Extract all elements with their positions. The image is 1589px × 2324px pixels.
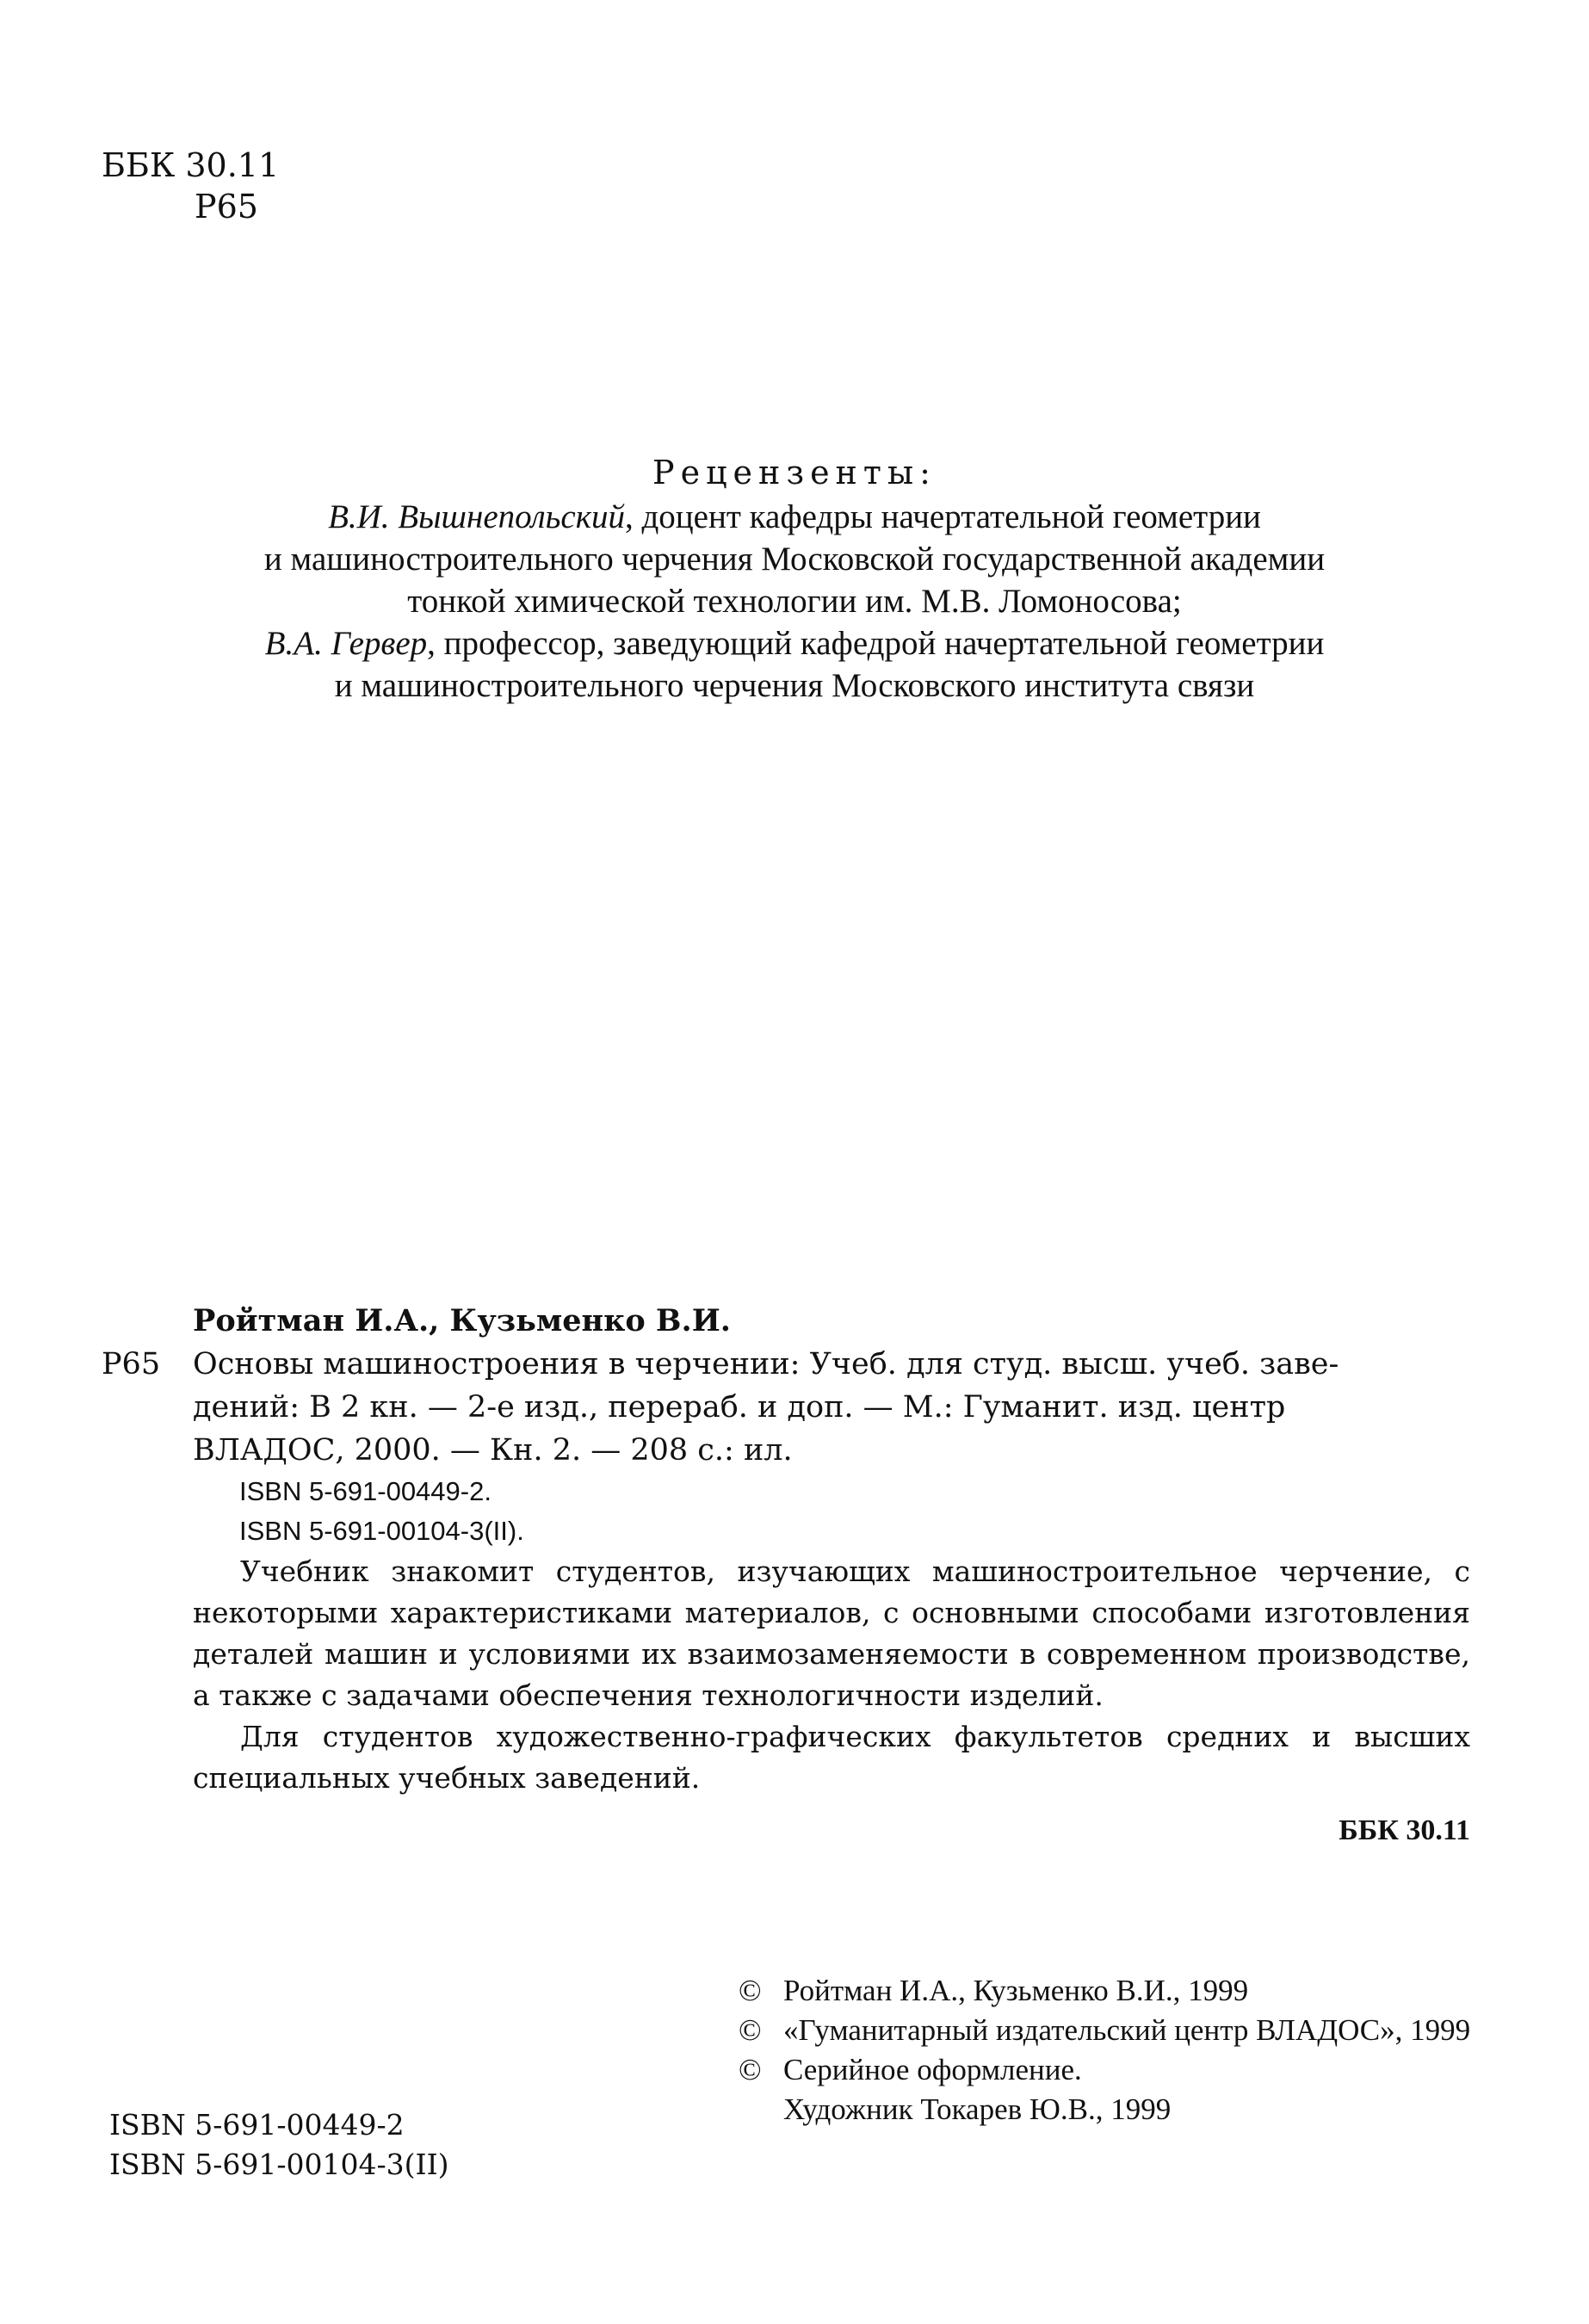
copyright-symbol: © [739, 2053, 762, 2086]
bbk-code: ББК 30.11 [102, 146, 280, 184]
copyright-item-1 [739, 1971, 1505, 2011]
catalog-isbn-2: ISBN 5-691-00104-3(II). [239, 1516, 524, 1546]
copyright-text-1: Ройтман И.А., Кузьменко В.И., 1999 [783, 1974, 1249, 2007]
reviewers-block [0, 452, 1589, 707]
reviewer-1-line-1 [0, 496, 1589, 538]
annotation-paragraph-1: Учебник знакомит студентов, изучающих машиностроительное черчение, с некоторыми характеристиками материалов, с основными способами изготовления деталей машин и условиями их взаимозаменяемости в современном производстве, а также с задачами обеспечения технологичности изделий. [193, 1554, 1470, 1712]
catalog-card [102, 1300, 1470, 1852]
copyright-text-3 [783, 2050, 1171, 2129]
catalog-description-row [102, 1343, 1470, 1386]
author-mark: Р65 [195, 188, 258, 226]
copyright-text-3-line-1: Серийное оформление. [783, 2053, 1082, 2086]
catalog-authors: Ройтман И.А., Кузьменко В.И. [193, 1303, 731, 1338]
copyright-text-3-line-2: Художник Токарев Ю.В., 1999 [783, 2092, 1172, 2126]
catalog-code: Р65 [102, 1347, 161, 1381]
reviewer-1-title: , доцент кафедры начертательной геометрии [624, 498, 1261, 535]
reviewer-2-line-2: и машиностроительного черчения Московского института связи [334, 667, 1255, 704]
reviewer-1-name: В.И. Вышнепольский [328, 498, 625, 535]
annotation-paragraph-2: Для студентов художественно-графических факультетов средних и высших специальных учебных заведений. [193, 1720, 1470, 1795]
reviewer-2-title: , профессор, заведующий кафедрой начертательной геометрии [427, 625, 1325, 662]
copyright-item-2 [739, 2011, 1505, 2050]
reviewer-2-line-1 [0, 622, 1589, 664]
reviewer-1-line-2: и машиностроительного черчения Московской государственной академии [263, 541, 1326, 578]
copyright-text-2: «Гуманитарный издательский центр ВЛАДОС», 1999 [783, 2013, 1471, 2047]
catalog-annotation [102, 1551, 1470, 1799]
catalog-description-line-2: дений: В 2 кн. — 2-е изд., перераб. и доп. — М.: Гуманит. изд. центр [193, 1390, 1286, 1425]
reviewer-2-name: В.А. Гервер [264, 625, 428, 662]
catalog-description-line-1: Основы машиностроения в черчении: Учеб. для студ. высш. учеб. заве- [193, 1347, 1339, 1381]
isbn-1: ISBN 5-691-00449-2 [109, 2108, 405, 2142]
isbn-2: ISBN 5-691-00104-3(II) [109, 2148, 449, 2181]
isbn-block [109, 2105, 449, 2185]
catalog-isbn-1: ISBN 5-691-00449-2. [239, 1476, 492, 1506]
copyright-item-3 [739, 2050, 1505, 2129]
reviewers-heading: Рецензенты: [652, 454, 937, 491]
copyright-symbol: © [739, 1974, 762, 2007]
bbk-index-block [102, 145, 279, 227]
copyright-block [739, 1971, 1505, 2129]
copyright-symbol: © [739, 2013, 762, 2047]
catalog-bbk: ББК 30.11 [1339, 1814, 1470, 1846]
catalog-description-line-3: ВЛАДОС, 2000. — Кн. 2. — 208 с.: ил. [193, 1433, 793, 1468]
reviewer-1-line-3: тонкой химической технологии им. М.В. Ломоносова; [407, 583, 1182, 620]
